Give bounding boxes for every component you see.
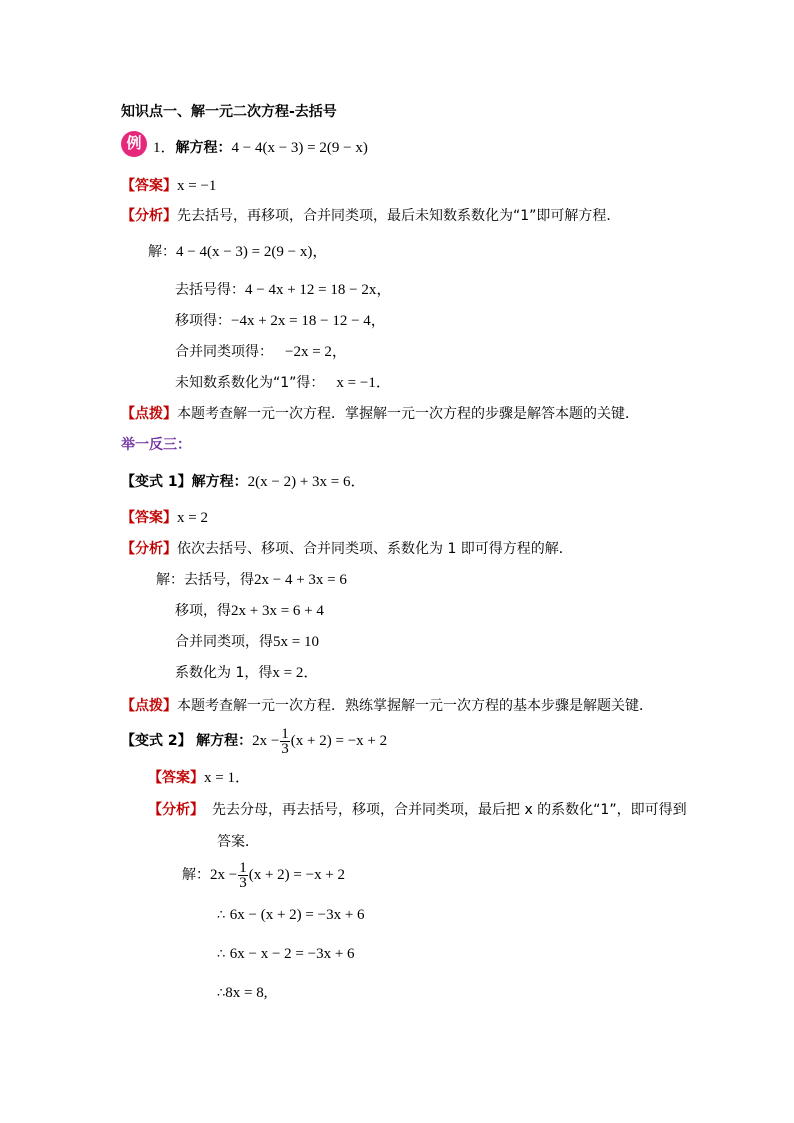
variant-equation: 2(x − 2) + 3x = 6． bbox=[247, 474, 366, 490]
therefore-symbol: ∴ bbox=[217, 947, 226, 962]
solution-line: ∴ 6x − (x + 2) = −3x + 6 bbox=[217, 907, 365, 923]
variant-prompt: 解方程： bbox=[196, 733, 253, 749]
therefore-symbol: ∴ bbox=[217, 986, 226, 1001]
fraction: $\frac{1}{3}$ bbox=[281, 725, 289, 757]
therefore-symbol: ∴ bbox=[217, 908, 226, 923]
solution-line: 合并同类项得： −2x = 2， bbox=[175, 344, 347, 360]
analysis-text: 先去括号，再移项，合并同类项，最后未知数系数化为“1”即可解方程． bbox=[177, 208, 621, 224]
point-text: 本题考查解一元一次方程．掌握解一元一次方程的步骤是解答本题的关键． bbox=[177, 406, 639, 422]
variant-2-solution-first: 解：2x − $\frac{1}{3}$ (x + 2) = −x + 2 bbox=[182, 859, 346, 891]
variant-1-analysis: 【分析】依次去括号、移项、合并同类项、系数化为 1 即可得方程的解． bbox=[121, 541, 573, 557]
fraction: $\frac{1}{3}$ bbox=[239, 859, 247, 891]
example-answer bbox=[121, 176, 216, 196]
solution-line: 合并同类项，得5x = 10 bbox=[175, 634, 319, 650]
variant-tag: 【变式 2】 bbox=[121, 733, 192, 749]
variant-1-question bbox=[121, 472, 366, 492]
example-prompt: 解方程： bbox=[175, 140, 232, 156]
section-title: 知识点一、解一元二次方程-去括号 bbox=[121, 104, 337, 120]
solution-line: 移项，得2x + 3x = 6 + 4 bbox=[175, 603, 324, 619]
example-1-question bbox=[153, 138, 368, 158]
variant-1-answer: 【答案】x = 2 bbox=[121, 510, 208, 526]
answer-value: x = −1 bbox=[177, 178, 217, 194]
variant-2-analysis: 【分析】 先去分母，再去括号，移项，合并同类项，最后把 x 的系数化“1”，即可得到 bbox=[148, 802, 687, 818]
solution-line: ∴8x = 8, bbox=[217, 985, 268, 1001]
solution-line: 未知数系数化为“1”得： x = −1． bbox=[175, 375, 391, 391]
example-badge: 例 bbox=[121, 131, 147, 157]
solution-line: 解：4 − 4(x − 3) = 2(9 − x)， bbox=[148, 244, 328, 260]
variant-tag: 【变式 1】 bbox=[121, 474, 192, 490]
variant-1-point: 【点拨】本题考查解一元一次方程．熟练掌握解一元一次方程的基本步骤是解题关键． bbox=[121, 698, 653, 714]
point-tag: 【点拨】 bbox=[121, 406, 177, 422]
example-analysis bbox=[121, 206, 620, 226]
solution-line: 解：去括号，得2x − 4 + 3x = 6 bbox=[156, 572, 347, 588]
example-number: 1． bbox=[153, 140, 176, 156]
analysis-tag: 【分析】 bbox=[121, 208, 177, 224]
practice-title: 举一反三： bbox=[121, 437, 191, 453]
answer-tag: 【答案】 bbox=[121, 178, 177, 194]
variant-2-question: 【变式 2】 解方程：2x − $\frac{1}{3}$ (x + 2) = −x + 2 bbox=[121, 725, 388, 757]
solution-line: 移项得：−4x + 2x = 18 − 12 − 4， bbox=[175, 313, 386, 329]
variant-2-analysis-cont: 答案． bbox=[217, 834, 259, 850]
solution-line: 系数化为 1，得x = 2． bbox=[175, 665, 319, 681]
variant-2-answer: 【答案】x = 1． bbox=[148, 770, 250, 786]
example-equation: 4 − 4(x − 3) = 2(9 − x) bbox=[231, 140, 368, 156]
solution-line: 去括号得：4 − 4x + 12 = 18 − 2x， bbox=[175, 282, 392, 298]
variant-prompt: 解方程： bbox=[191, 474, 248, 490]
solution-line: ∴ 6x − x − 2 = −3x + 6 bbox=[217, 946, 355, 962]
example-point bbox=[121, 404, 639, 424]
